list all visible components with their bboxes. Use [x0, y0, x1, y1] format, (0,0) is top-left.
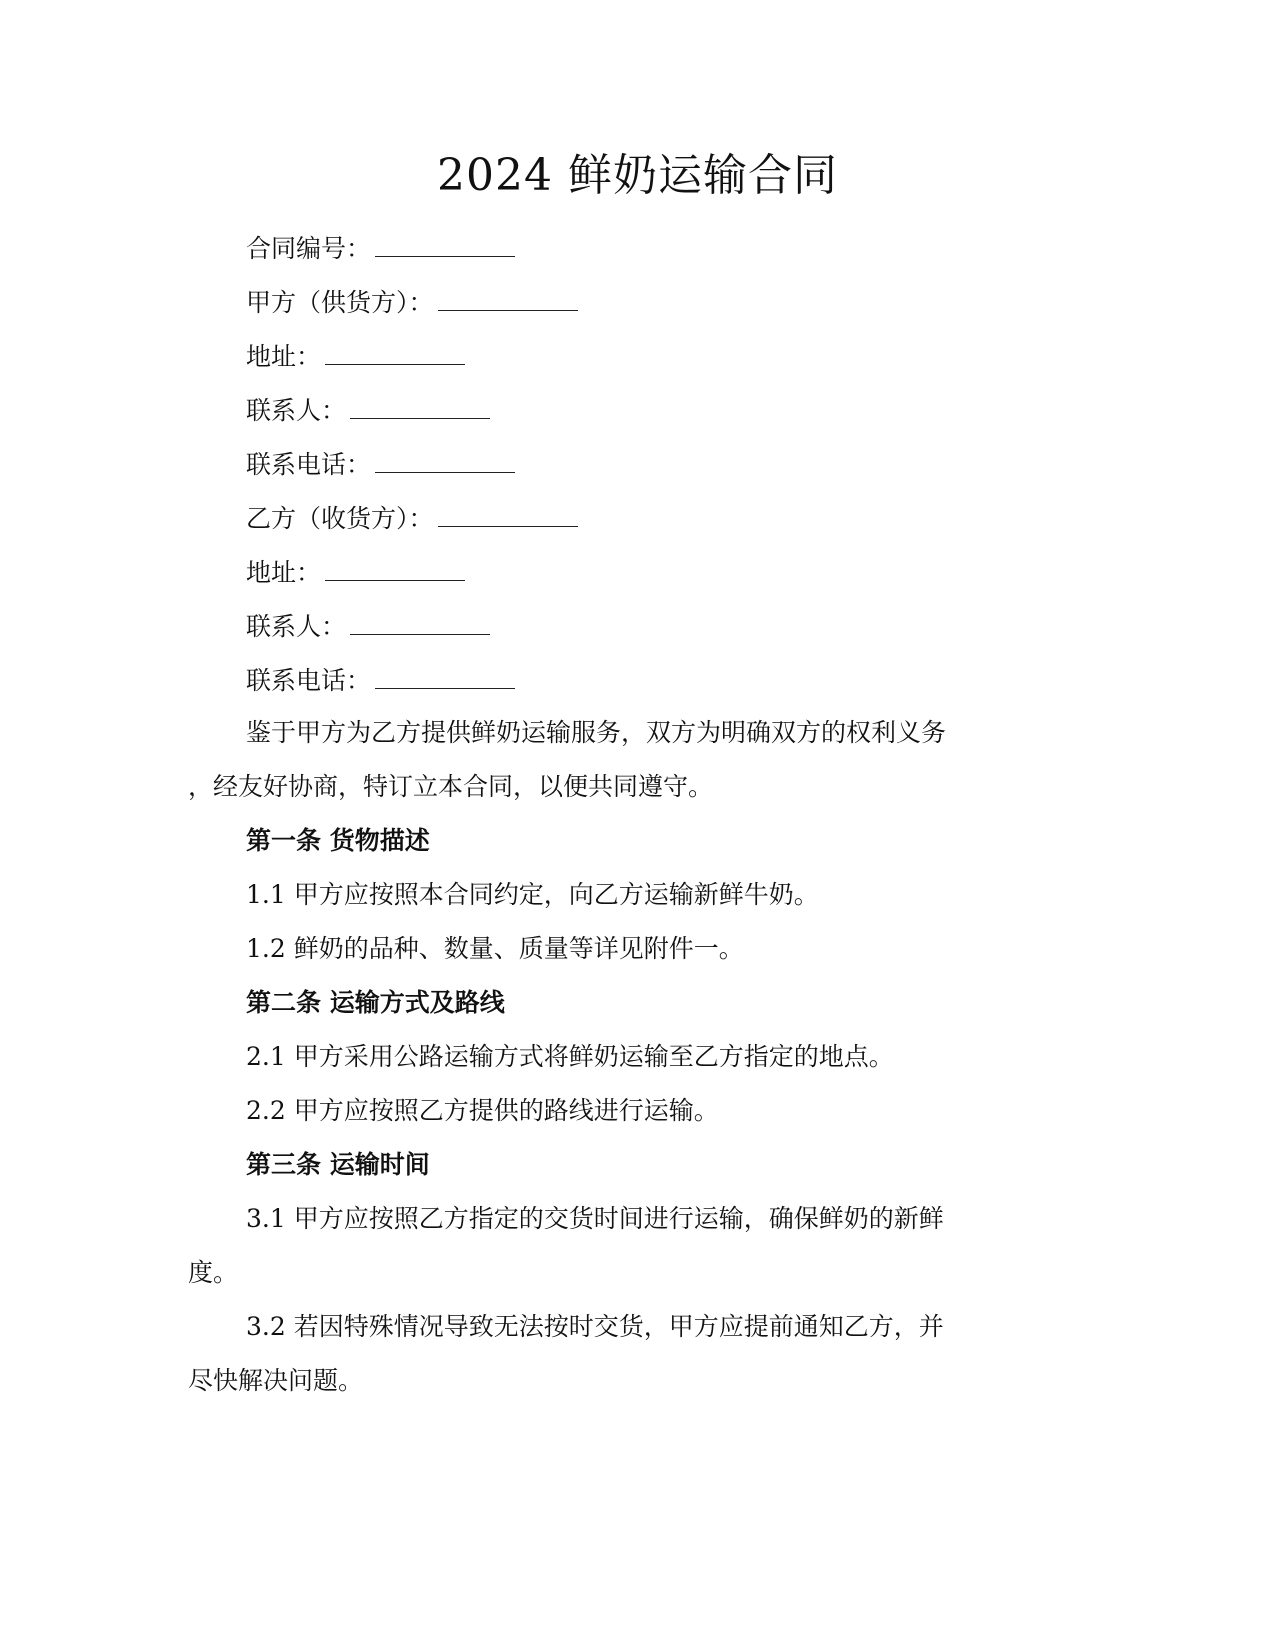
field-party-b	[246, 500, 578, 536]
fill-blank	[325, 554, 465, 581]
fill-blank	[375, 662, 515, 689]
field-label: 甲方（供货方）：	[246, 288, 434, 317]
clause-3-2-line-2: 尽快解决问题。	[188, 1366, 364, 1395]
field-party-b-address	[246, 554, 465, 590]
preamble-line-1: 鉴于甲方为乙方提供鲜奶运输服务，双方为明确双方的权利义务	[246, 718, 947, 747]
clause-1-1: 1.1 甲方应按照本合同约定，向乙方运输新鲜牛奶。	[246, 880, 819, 909]
field-label: 联系人：	[246, 612, 347, 641]
fill-blank	[438, 500, 578, 527]
field-contract-no	[246, 230, 515, 266]
field-label: 联系人：	[246, 396, 347, 425]
field-label: 联系电话：	[246, 450, 372, 479]
document-title: 2024 鲜奶运输合同	[437, 150, 838, 201]
field-label: 合同编号：	[246, 234, 372, 263]
fill-blank	[438, 284, 578, 311]
field-party-a-phone	[246, 446, 515, 482]
field-label: 联系电话：	[246, 666, 372, 695]
fill-blank	[350, 608, 490, 635]
field-label: 乙方（收货方）：	[246, 504, 434, 533]
fill-blank	[325, 338, 465, 365]
field-party-b-phone	[246, 662, 515, 698]
field-label: 地址：	[246, 558, 322, 587]
clause-2-1: 2.1 甲方采用公路运输方式将鲜奶运输至乙方指定的地点。	[246, 1042, 894, 1071]
clause-3-1-line-1: 3.1 甲方应按照乙方指定的交货时间进行运输，确保鲜奶的新鲜	[246, 1204, 944, 1233]
field-label: 地址：	[246, 342, 322, 371]
fill-blank	[350, 392, 490, 419]
field-party-a-address	[246, 338, 465, 374]
article-3-heading: 第三条 运输时间	[246, 1150, 430, 1179]
clause-2-2: 2.2 甲方应按照乙方提供的路线进行运输。	[246, 1096, 719, 1125]
preamble-line-2: ，经友好协商，特订立本合同，以便共同遵守。	[188, 772, 714, 801]
fill-blank	[375, 230, 515, 257]
field-party-a	[246, 284, 578, 320]
field-party-b-contact	[246, 608, 490, 644]
article-1-heading: 第一条 货物描述	[246, 826, 430, 855]
clause-3-2-line-1: 3.2 若因特殊情况导致无法按时交货，甲方应提前通知乙方，并	[246, 1312, 944, 1341]
article-2-heading: 第二条 运输方式及路线	[246, 988, 505, 1017]
field-party-a-contact	[246, 392, 490, 428]
fill-blank	[375, 446, 515, 473]
clause-3-1-line-2: 度。	[188, 1258, 239, 1287]
clause-1-2: 1.2 鲜奶的品种、数量、质量等详见附件一。	[246, 934, 744, 963]
